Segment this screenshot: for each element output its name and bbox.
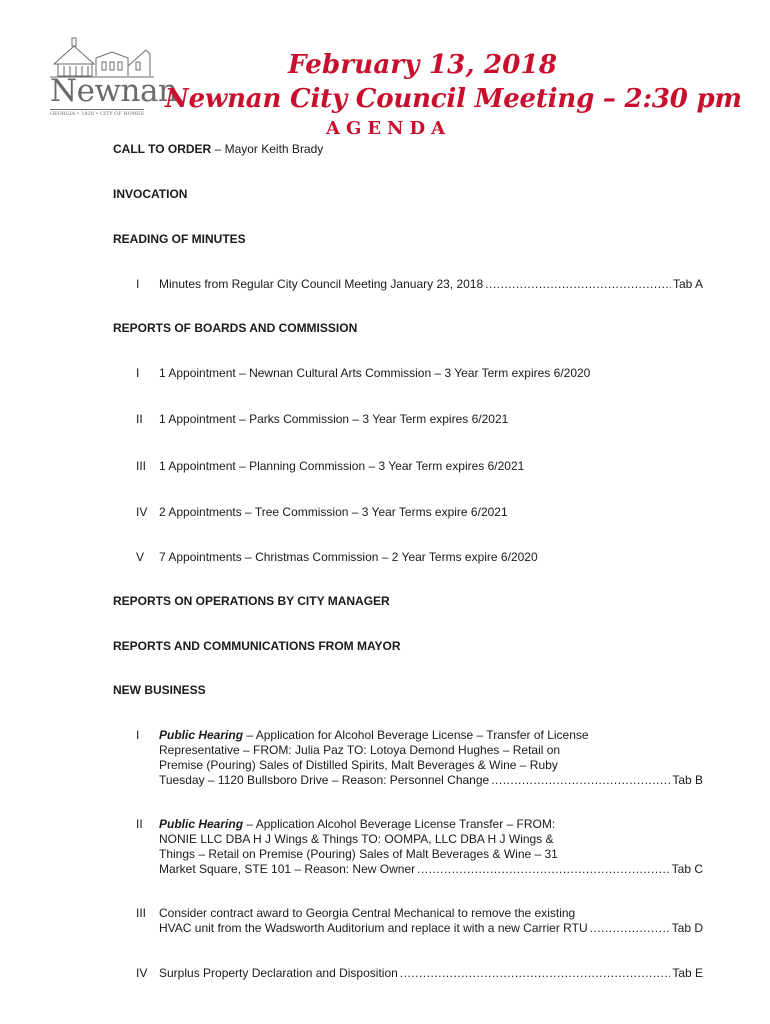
item-number: II: [136, 412, 143, 426]
item-number: IV: [136, 505, 148, 519]
item-number: I: [136, 728, 140, 742]
agenda-heading: AGENDA: [326, 118, 452, 139]
dot-leader: [485, 277, 671, 292]
item-number: V: [136, 550, 145, 564]
item-line: Representative – FROM: Julia Paz TO: Lotoya Demond Hughes – Retail on: [159, 743, 561, 757]
tab-reference: Tab A: [672, 277, 703, 291]
item-line: Surplus Property Declaration and Disposition: [159, 966, 398, 980]
board-item: [159, 412, 703, 427]
tab-reference: Tab C: [671, 862, 703, 876]
public-hearing-label: Public Hearing: [159, 728, 244, 742]
meeting-title: Newnan City Council Meeting – 2:30 pm: [165, 84, 742, 114]
tab-reference: Tab D: [671, 921, 703, 935]
item-number: I: [136, 277, 140, 291]
board-item: [159, 459, 703, 474]
tab-reference: Tab B: [672, 773, 703, 787]
tab-reference: Tab E: [672, 966, 703, 980]
item-number: I: [136, 366, 140, 380]
item-number: IV: [136, 966, 148, 980]
public-hearing-label: Public Hearing: [159, 817, 244, 831]
item-number: II: [136, 817, 143, 831]
dot-leader: [590, 921, 670, 936]
mayor-heading: REPORTS AND COMMUNICATIONS FROM MAYOR: [113, 639, 401, 653]
item-line: HVAC unit from the Wadsworth Auditorium and replace it with a new Carrier RTU: [159, 921, 588, 935]
call-to-order: [113, 142, 323, 157]
board-item: [159, 550, 703, 565]
item-line: Things – Retail on Premise (Pouring) Sales of Malt Beverages & Wine – 31: [159, 847, 558, 861]
new-business-item: [159, 728, 703, 788]
board-item-text: 1 Appointment – Planning Commission – 3 Year Term expires 6/2021: [159, 459, 525, 473]
boards-heading: REPORTS OF BOARDS AND COMMISSION: [113, 321, 358, 335]
dot-leader: [491, 773, 670, 788]
board-item-text: 7 Appointments – Christmas Commission – 2 Year Terms expire 6/2020: [159, 550, 538, 564]
invocation-heading: INVOCATION: [113, 187, 188, 201]
item-line: Premise (Pouring) Sales of Distilled Spirits, Malt Beverages & Wine – Ruby: [159, 758, 558, 772]
dot-leader: [417, 862, 670, 877]
board-item: [159, 505, 703, 520]
new-business-item: [159, 966, 703, 981]
item-number: III: [136, 459, 147, 473]
item-line: Market Square, STE 101 – Reason: New Owner: [159, 862, 416, 876]
city-manager-heading: REPORTS ON OPERATIONS BY CITY MANAGER: [113, 594, 390, 608]
new-business-heading: NEW BUSINESS: [113, 683, 206, 697]
logo-tagline: GEORGIA • 1828 • CITY OF HOMES: [50, 111, 144, 117]
logo-name: Newnan: [50, 73, 178, 109]
minutes-item: [159, 277, 703, 292]
board-item-text: 1 Appointment – Parks Commission – 3 Year Term expires 6/2021: [159, 412, 509, 426]
call-to-order-text: – Mayor Keith Brady: [211, 142, 324, 156]
call-to-order-label: CALL TO ORDER: [113, 142, 212, 156]
item-line: Consider contract award to Georgia Central Mechanical to remove the existing: [159, 906, 576, 920]
item-number: III: [136, 906, 147, 920]
reading-minutes-heading: READING OF MINUTES: [113, 232, 246, 246]
newnan-city-logo: [50, 36, 178, 122]
board-item-text: 2 Appointments – Tree Commission – 3 Year Terms expire 6/2021: [159, 505, 508, 519]
item-line: Tuesday – 1120 Bullsboro Drive – Reason: Personnel Change: [159, 773, 490, 787]
board-item: [159, 366, 703, 381]
new-business-item: [159, 906, 703, 936]
meeting-date: February 13, 2018: [288, 50, 558, 80]
board-item-text: 1 Appointment – Newnan Cultural Arts Commission – 3 Year Term expires 6/2020: [159, 366, 591, 380]
new-business-item: [159, 817, 703, 877]
item-line: – Application Alcohol Beverage License Transfer – FROM:: [243, 817, 556, 831]
item-line: – Application for Alcohol Beverage License – Transfer of License: [243, 728, 589, 742]
minutes-item-text: Minutes from Regular City Council Meeting January 23, 2018: [159, 277, 484, 291]
item-line: NONIE LLC DBA H J Wings & Things TO: OOMPA, LLC DBA H J Wings &: [159, 832, 554, 846]
dot-leader: [400, 966, 671, 981]
